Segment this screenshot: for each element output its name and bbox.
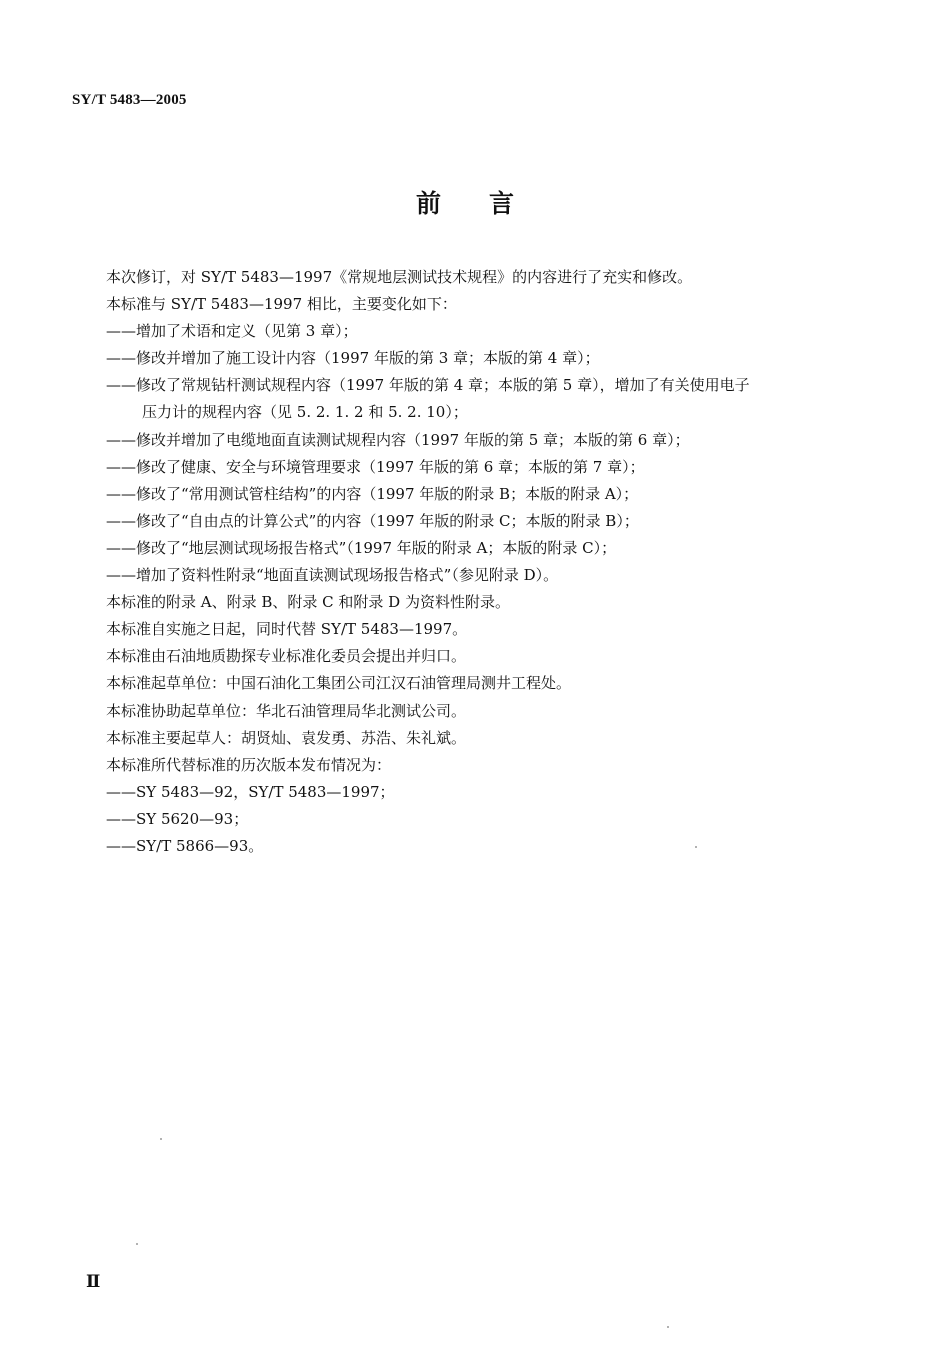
paragraph-assisting-unit: 本标准协助起草单位：华北石油管理局华北测试公司。 [106, 701, 467, 720]
list-item-change: ——修改了健康、安全与环境管理要求（1997 年版的第 6 章；本版的第 7 章）； [106, 457, 645, 476]
list-item-change: ——修改并增加了电缆地面直读测试规程内容（1997 年版的第 5 章；本版的第 6 章）； [106, 430, 690, 449]
scan-speck [136, 1243, 138, 1245]
paragraph-replacement: 本标准自实施之日起，同时代替 SY/T 5483—1997。 [106, 620, 468, 639]
standard-code-header: SY/T 5483—2005 [72, 92, 187, 108]
scan-speck [160, 1138, 162, 1140]
page-number: Ⅱ [86, 1272, 101, 1291]
paragraph-drafting-unit: 本标准起草单位：中国石油化工集团公司江汉石油管理局测井工程处。 [106, 674, 572, 693]
list-item-version: ——SY 5483—92，SY/T 5483—1997； [106, 782, 395, 801]
list-item-change: ——修改了“自由点的计算公式”的内容（1997 年版的附录 C；本版的附录 B）； [106, 511, 639, 530]
list-item-change: ——修改并增加了施工设计内容（1997 年版的第 3 章；本版的第 4 章）； [106, 349, 600, 368]
list-item-version: ——SY/T 5866—93。 [106, 836, 264, 855]
paragraph-changes-intro: 本标准与 SY/T 5483—1997 相比，主要变化如下： [106, 295, 457, 314]
list-item-change: ——增加了资料性附录“地面直读测试现场报告格式”（参见附录 D）。 [106, 566, 559, 585]
list-item-change: ——修改了“地层测试现场报告格式”（1997 年版的附录 A；本版的附录 C）； [106, 538, 617, 557]
paragraph-version-history: 本标准所代替标准的历次版本发布情况为： [106, 755, 392, 774]
scan-speck [667, 1326, 669, 1328]
list-item-version: ——SY 5620—93； [106, 809, 249, 828]
list-item-change: ——修改了“常用测试管柱结构”的内容（1997 年版的附录 B；本版的附录 A）； [106, 484, 639, 503]
paragraph-proposer: 本标准由石油地质勘探专业标准化委员会提出并归口。 [106, 647, 467, 666]
scan-speck [695, 846, 697, 848]
list-item-change-continuation: 压力计的规程内容（见 5. 2. 1. 2 和 5. 2. 10）； [142, 403, 468, 422]
paragraph-revision-intro: 本次修订，对 SY/T 5483—1997《常规地层测试技术规程》的内容进行了充实和修改。 [106, 268, 693, 286]
list-item-change: ——修改了常规钻杆测试规程内容（1997 年版的第 4 章；本版的第 5 章），增加了有关使用电子 [106, 376, 750, 395]
page-title: 前言 [415, 189, 562, 218]
list-item-change: ——增加了术语和定义（见第 3 章）； [106, 322, 358, 341]
paragraph-main-drafters: 本标准主要起草人：胡贤灿、袁发勇、苏浩、朱礼斌。 [106, 728, 467, 747]
foreword-body [106, 264, 866, 860]
paragraph-appendices: 本标准的附录 A、附录 B、附录 C 和附录 D 为资料性附录。 [106, 593, 510, 612]
